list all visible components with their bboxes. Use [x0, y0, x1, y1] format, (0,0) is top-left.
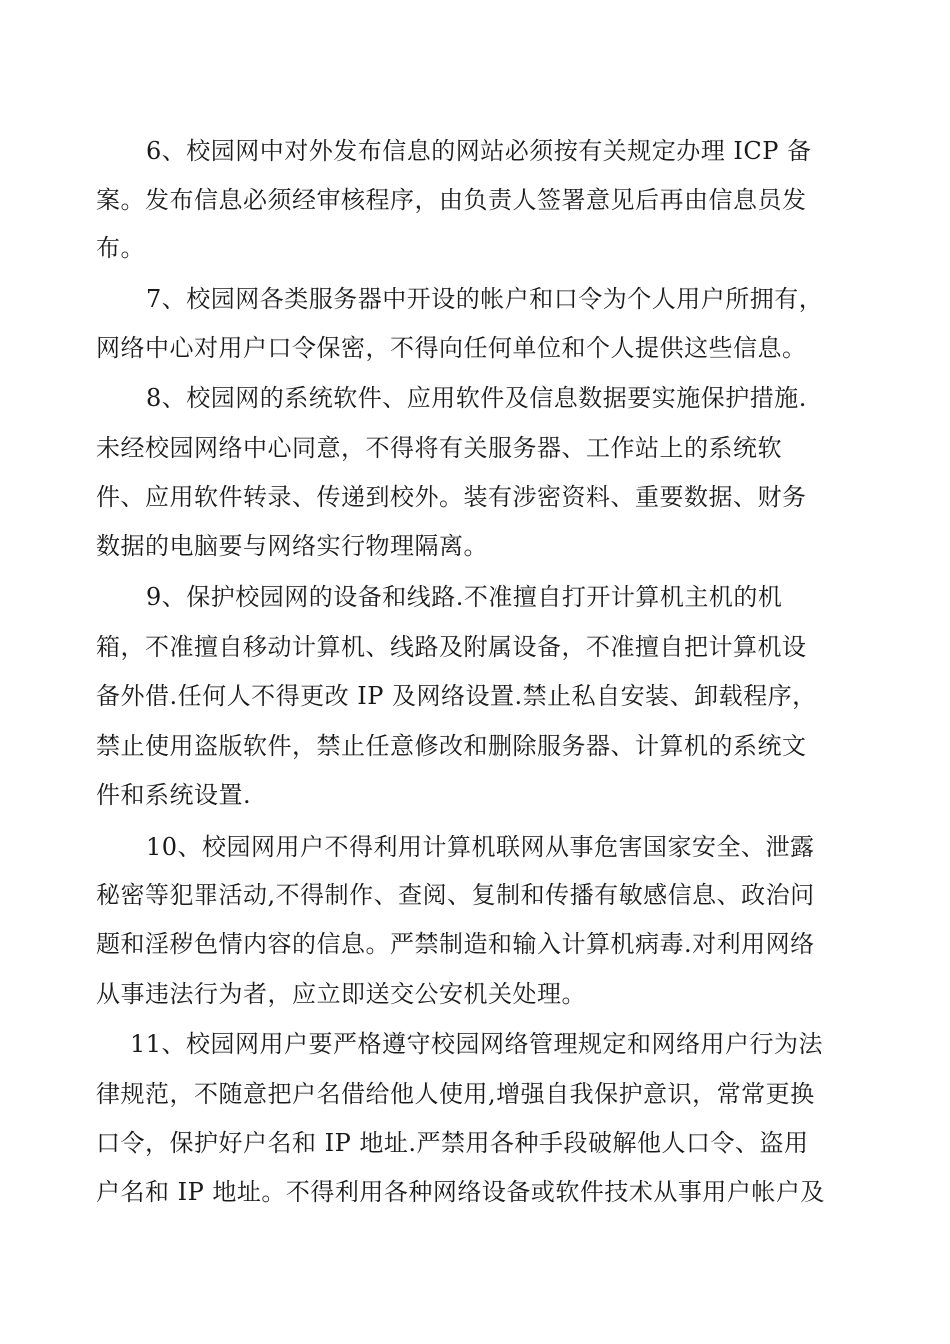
text-line: 未经校园网络中心同意，不得将有关服务器、工作站上的系统软	[96, 434, 782, 462]
text-line: 案。发布信息必须经审核程序，由负责人签署意见后再由信息员发	[96, 186, 807, 214]
text-line: 禁止使用盗版软件，禁止任意修改和删除服务器、计算机的系统文	[96, 732, 807, 760]
text-line: 口令，保护好户名和 IP 地址.严禁用各种手段破解他人口令、盗用	[96, 1129, 809, 1157]
text-line: 从事违法行为者，应立即送交公安机关处理。	[96, 980, 586, 1008]
text-line: 箱，不准擅自移动计算机、线路及附属设备，不准擅自把计算机设	[96, 633, 807, 661]
text-line: 11、校园网用户要严格遵守校园网络管理规定和网络用户行为法	[130, 1030, 824, 1058]
text-line: 户名和 IP 地址。不得利用各种网络设备或软件技术从事用户帐户及	[96, 1178, 825, 1206]
text-line: 律规范，不随意把户名借给他人使用,增强自我保护意识，常常更换	[96, 1080, 815, 1108]
text-line: 秘密等犯罪活动,不得制作、查阅、复制和传播有敏感信息、政治问	[96, 881, 815, 909]
text-line: 备外借.任何人不得更改 IP 及网络设置.禁止私自安装、卸载程序，	[96, 682, 817, 710]
text-line: 9、保护校园网的设备和线路.不准擅自打开计算机主机的机	[146, 583, 783, 611]
text-line: 8、校园网的系统软件、应用软件及信息数据要实施保护措施.	[146, 384, 807, 412]
text-line: 6、校园网中对外发布信息的网站必须按有关规定办理 ICP 备	[146, 137, 812, 165]
text-line: 布。	[96, 234, 145, 262]
text-line: 题和淫秽色情内容的信息。严禁制造和输入计算机病毒.对利用网络	[96, 930, 815, 958]
text-line: 10、校园网用户不得利用计算机联网从事危害国家安全、泄露	[146, 833, 815, 861]
text-line: 数据的电脑要与网络实行物理隔离。	[96, 532, 488, 560]
text-line: 网络中心对用户口令保密，不得向任何单位和个人提供这些信息。	[96, 334, 807, 362]
text-line: 7、校园网各类服务器中开设的帐户和口令为个人用户所拥有，	[146, 285, 824, 313]
text-line: 件、应用软件转录、传递到校外。装有涉密资料、重要数据、财务	[96, 483, 807, 511]
text-line: 件和系统设置.	[96, 781, 252, 809]
